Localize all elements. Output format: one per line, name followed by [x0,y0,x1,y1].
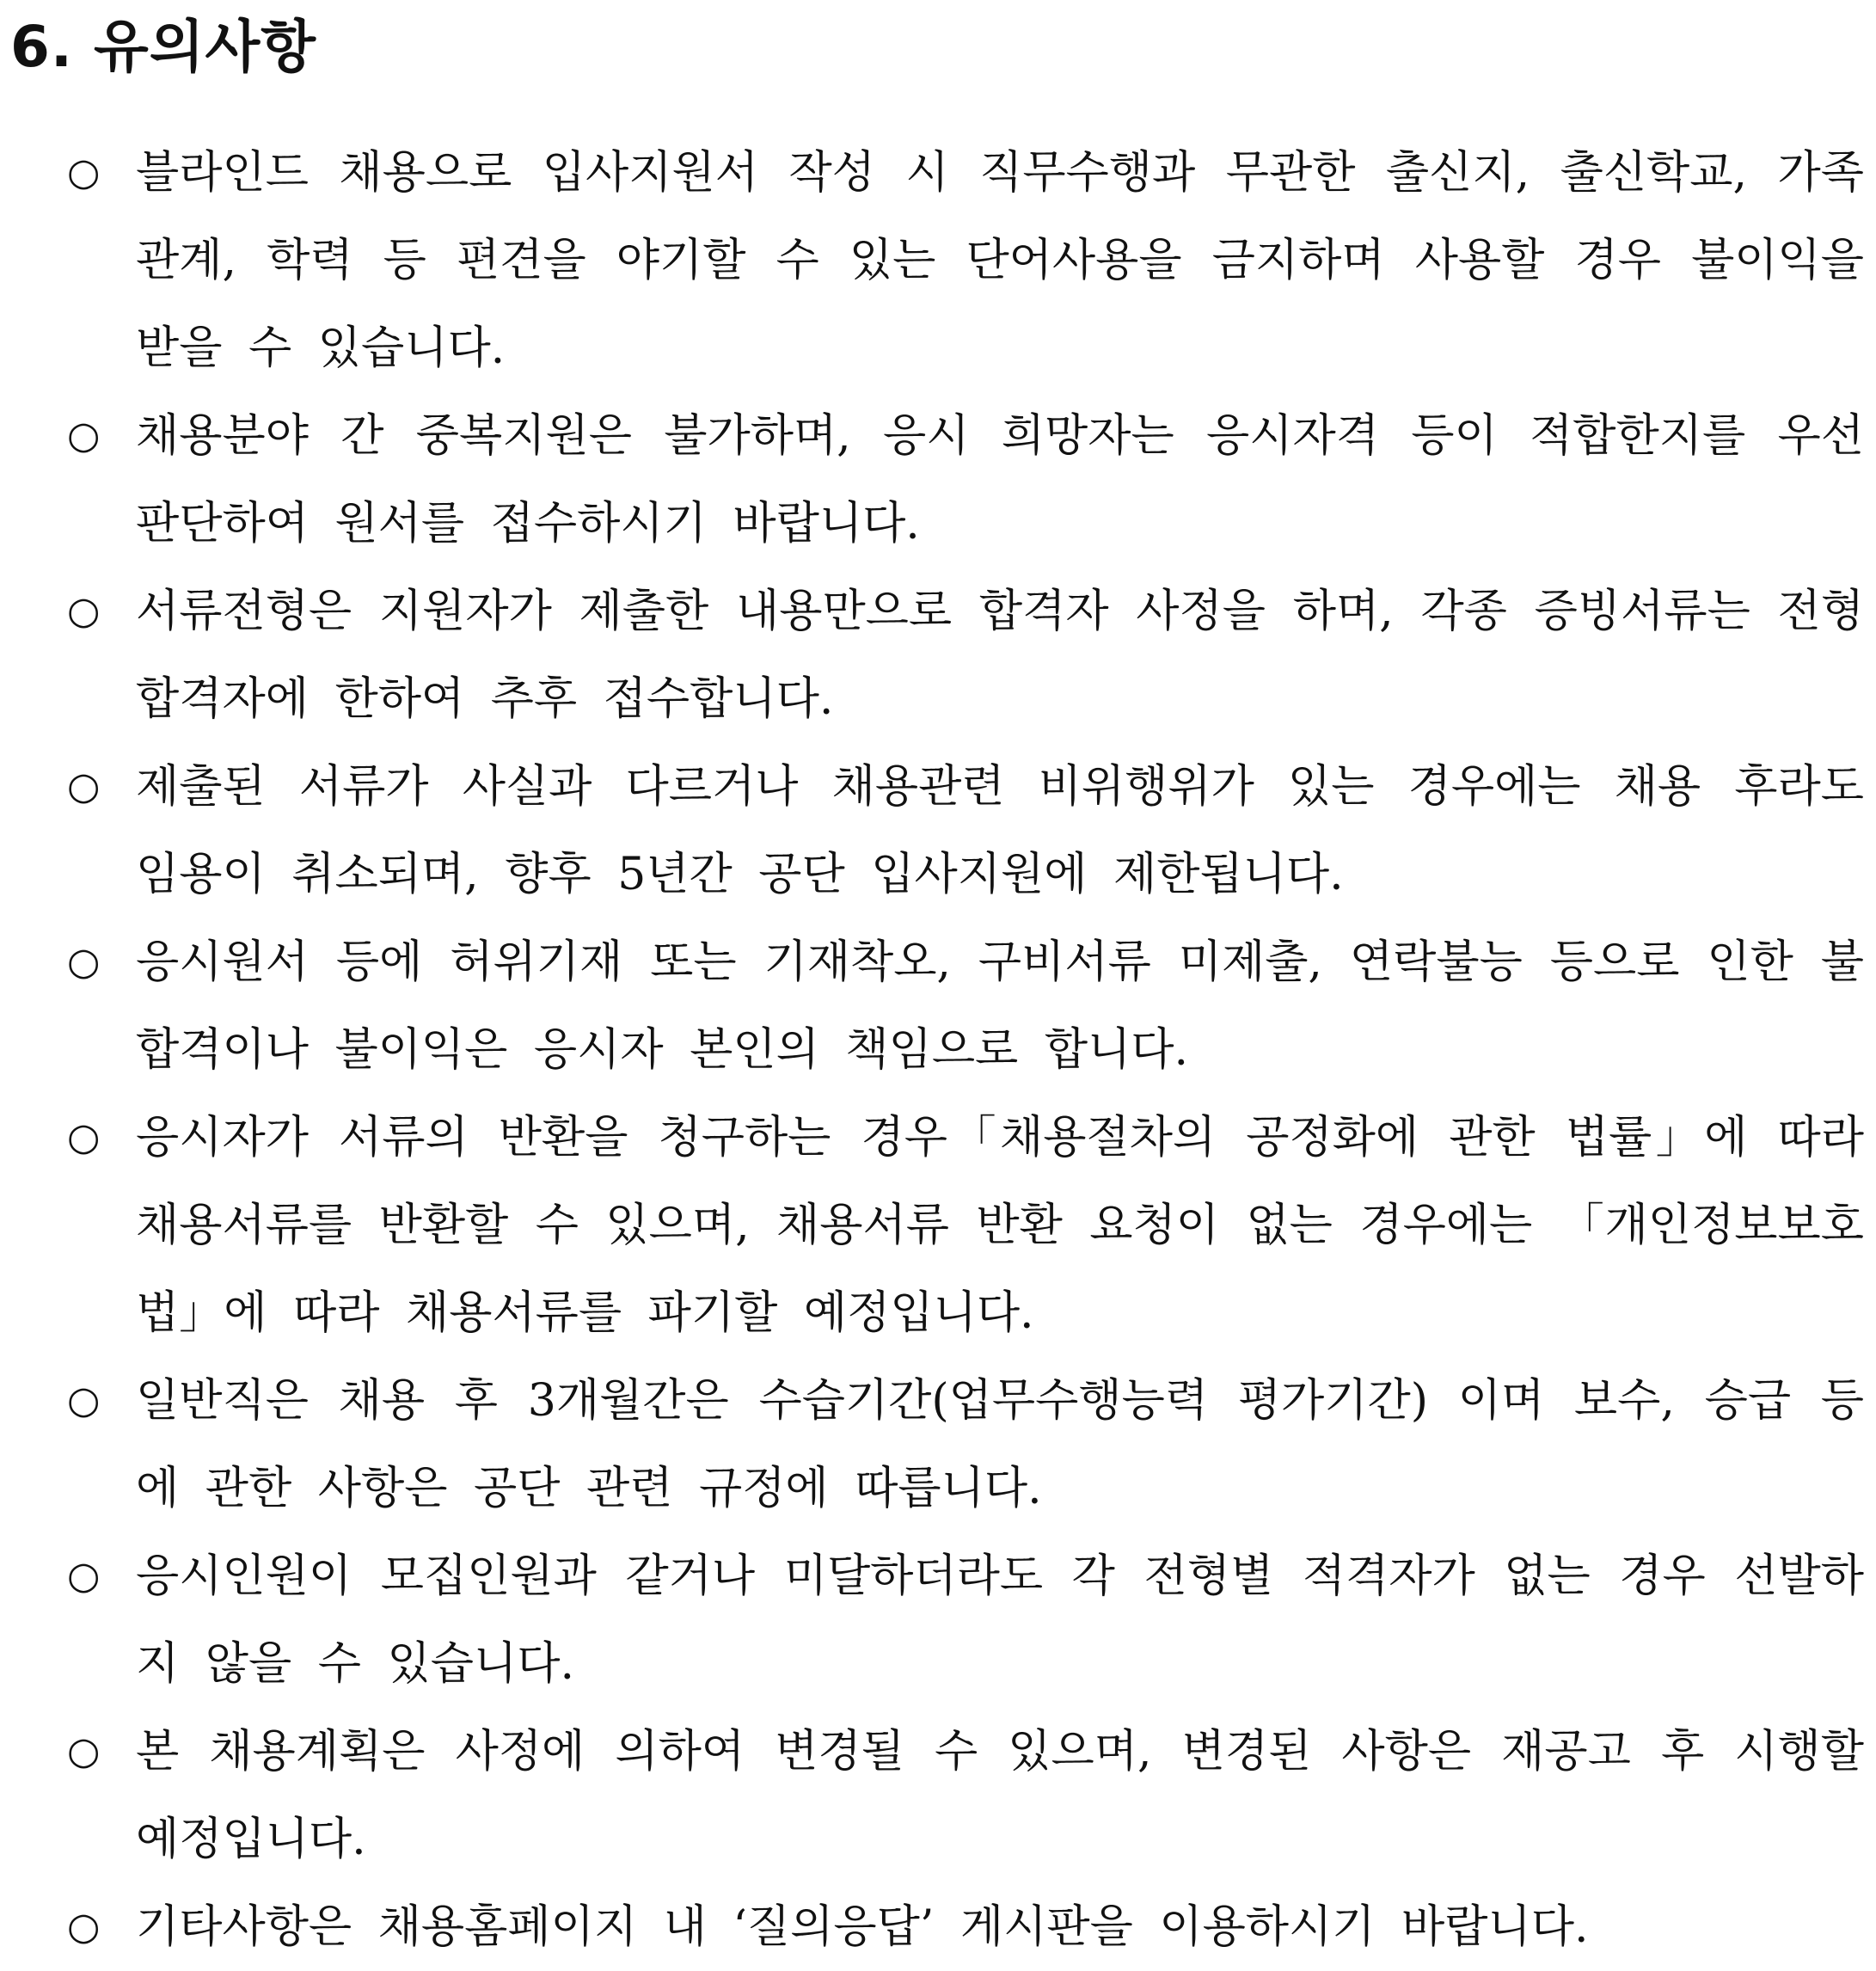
note-item [67,918,1864,1094]
section-title: 6. 유의사항 [10,14,316,80]
note-item [67,743,1864,918]
note-text: 응시자가 서류의 반환을 청구하는 경우「채용절차의 공정화에 관한 법률」에 따라 채용서류를 반환할 수 있으며, 채용서류 반환 요청이 없는 경우에는 「개인정보보호법」에 따라 채용서류를 파기할 예정입니다. [136,1112,1864,1339]
note-text: 서류전형은 지원자가 제출한 내용만으로 합격자 사정을 하며, 각종 증빙서류는 전형 합격자에 한하여 추후 접수합니다. [136,586,1864,725]
bullet-circle-icon: ○ [67,150,101,194]
bullet-circle-icon: ○ [67,1378,101,1422]
note-text: 채용분야 간 중복지원은 불가하며, 응시 희망자는 응시자격 등이 적합한지를 우선 판단하여 원서를 접수하시기 바랍니다. [136,410,1864,550]
note-item [67,392,1864,568]
note-item [67,1883,1864,1971]
note-text: 본 채용계획은 사정에 의하여 변경될 수 있으며, 변경된 사항은 재공고 후 시행할 예정입니다. [136,1726,1864,1865]
note-item [67,129,1864,392]
note-text: 제출된 서류가 사실과 다르거나 채용관련 비위행위가 있는 경우에는 채용 후라도 임용이 취소되며, 향후 5년간 공단 입사지원에 제한됩니다. [136,761,1864,900]
bullet-circle-icon: ○ [67,414,101,457]
note-text: 일반직은 채용 후 3개월간은 수습기간(업무수행능력 평가기간) 이며 보수, 승급 등에 관한 사항은 공단 관련 규정에 따릅니다. [136,1375,1864,1514]
bullet-circle-icon: ○ [67,1554,101,1598]
note-text: 기타사항은 채용홈페이지 내 ‘질의응답’ 게시판을 이용하시기 바랍니다. [136,1901,1589,1953]
bullet-circle-icon: ○ [67,1905,101,1949]
note-item [67,1532,1864,1708]
bullet-circle-icon: ○ [67,589,101,633]
note-text: 응시원서 등에 허위기재 또는 기재착오, 구비서류 미제출, 연락불능 등으로 인한 불합격이나 불이익은 응시자 본인의 책임으로 합니다. [136,936,1864,1076]
note-item [67,1708,1864,1883]
note-item [67,568,1864,743]
bullet-circle-icon: ○ [67,940,101,984]
bullet-circle-icon: ○ [67,764,101,808]
note-text: 블라인드 채용으로 입사지원서 작성 시 직무수행과 무관한 출신지, 출신학교, 가족관계, 학력 등 편견을 야기할 수 있는 단어사용을 금지하며 사용할 경우 불이익을 받을 수 있습니다. [136,147,1864,374]
note-item [67,1094,1864,1357]
note-text: 응시인원이 모집인원과 같거나 미달하더라도 각 전형별 적격자가 없는 경우 선발하지 않을 수 있습니다. [136,1550,1864,1690]
notes-list [67,129,1864,1971]
bullet-circle-icon: ○ [67,1729,101,1773]
note-item [67,1357,1864,1532]
bullet-circle-icon: ○ [67,1115,101,1159]
